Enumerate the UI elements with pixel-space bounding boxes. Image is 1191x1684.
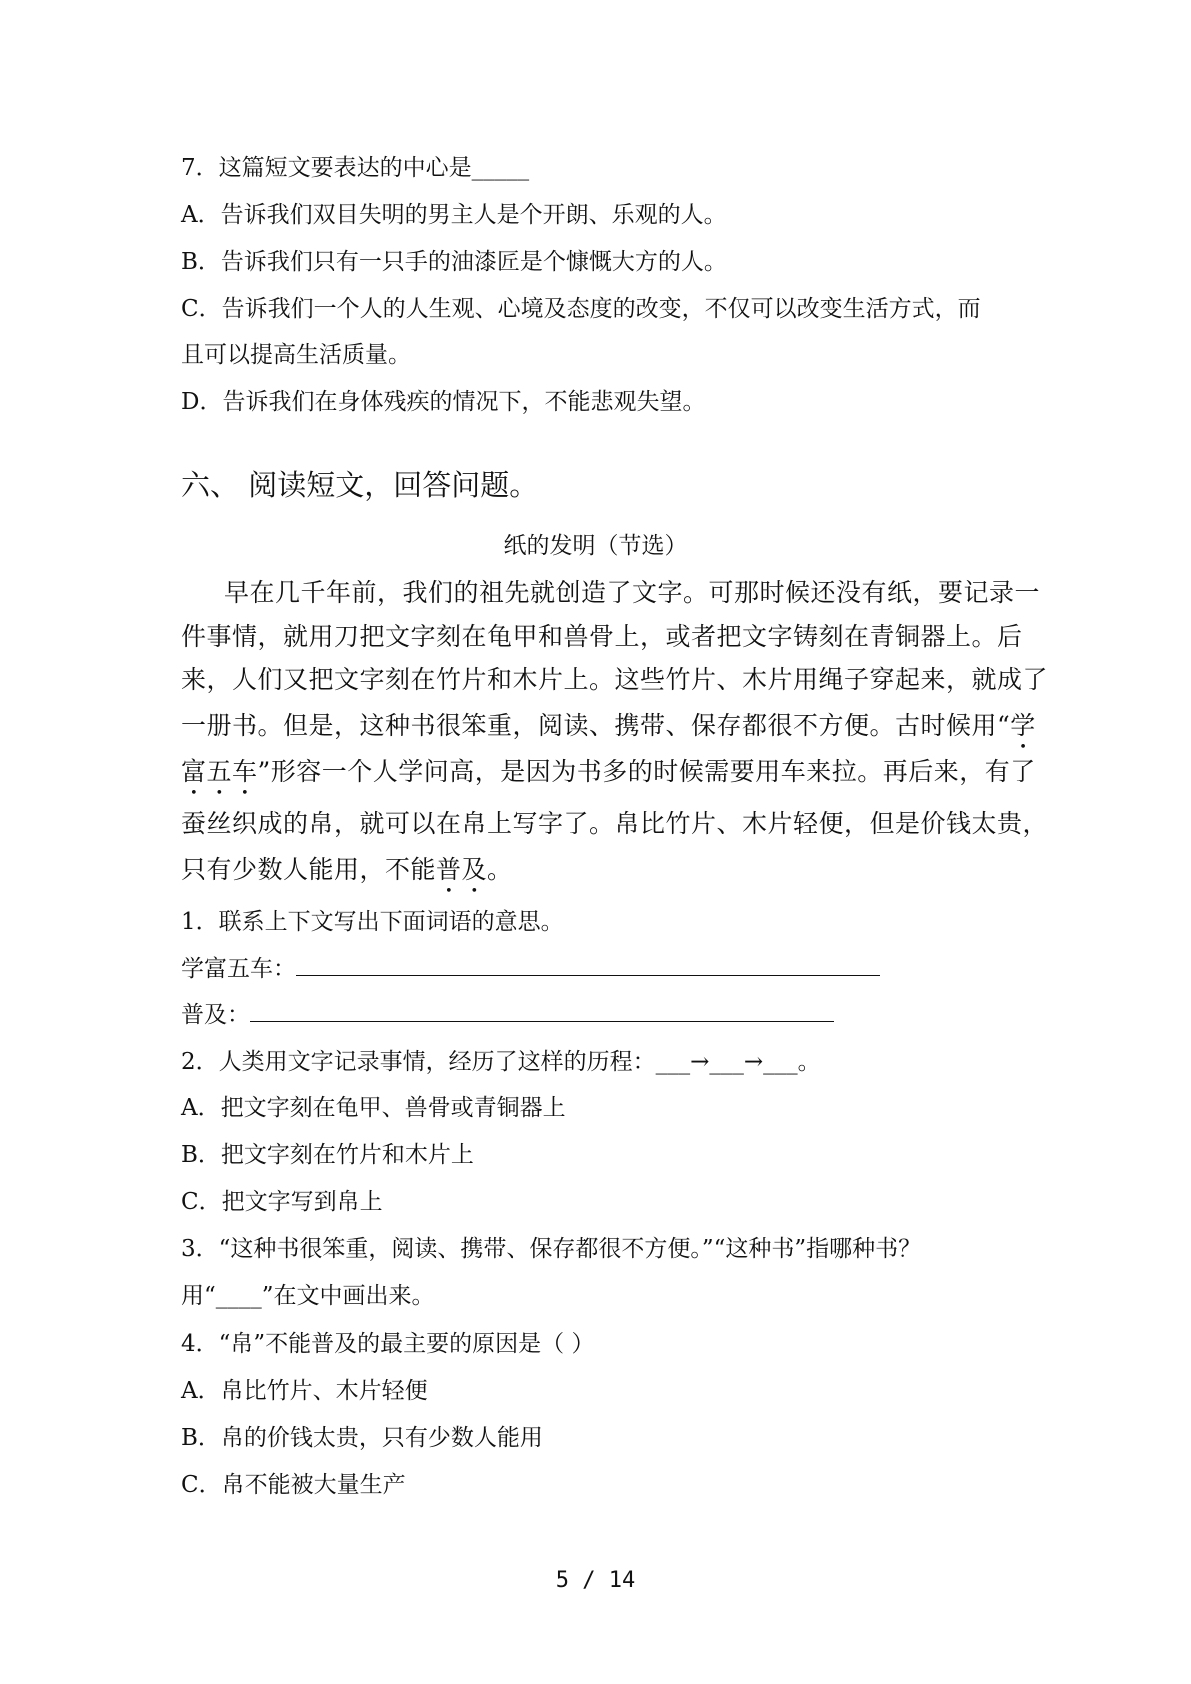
emphasized-term: 富五车 [181,757,258,786]
q4-stem: 4．“帛”不能普及的最主要的原因是（ ） [181,1331,595,1357]
passage-line: 件事情，就用刀把文字刻在龟甲和兽骨上，或者把文字铸刻在青铜器上。后 [181,622,1023,651]
q1-term-a: 学富五车： [181,958,880,981]
q7-option-d: D．告诉我们在身体残疾的情况下，不能悲观失望。 [181,389,706,415]
passage-line: 蚕丝织成的帛，就可以在帛上写字了。帛比竹片、木片轻便，但是价钱太贵， [181,809,1049,838]
passage-line: 早在几千年前，我们的祖先就创造了文字。可那时候还没有纸，要记录一 [224,578,1041,607]
passage-title: 纸的发明（节选） [503,533,688,559]
passage-line: 来，人们又把文字刻在竹片和木片上。这些竹片、木片用绳子穿起来，就成了 [181,665,1049,694]
q1-term-b: 普及： [181,1004,834,1027]
q7-stem: 7．这篇短文要表达的中心是_____ [181,155,530,181]
q4-option-b: B．帛的价钱太贵，只有少数人能用 [181,1425,543,1451]
q7-option-a: A．告诉我们双目失明的男主人是个开朗、乐观的人。 [181,202,727,228]
q2-stem: 2．人类用文字记录事情，经历了这样的历程：___→___→___。 [181,1049,821,1075]
page-number: 5 / 14 [555,1568,636,1593]
answer-line[interactable] [296,974,880,976]
q3-stem: 3．“这种书很笨重，阅读、携带、保存都很不方便。”“这种书”指哪种书？ [181,1236,922,1262]
q3-stem-cont: 用“____”在文中画出来。 [181,1283,435,1309]
q4-option-c: C．帛不能被大量生产 [181,1472,406,1498]
q7-option-c-cont: 且可以提高生活质量。 [181,342,411,368]
q4-option-a: A．帛比竹片、木片轻便 [181,1378,428,1404]
passage-line: 富五车”形容一个人学问高，是因为书多的时候需要用车来拉。再后来，有了 [181,757,1036,786]
passage-line: 一册书。但是，这种书很笨重，阅读、携带、保存都很不方便。古时候用“学 [181,711,1036,740]
q7-option-c: C．告诉我们一个人的人生观、心境及态度的改变，不仅可以改变生活方式，而 [181,296,981,322]
q2-option-b: B．把文字刻在竹片和木片上 [181,1142,474,1168]
q2-option-a: A．把文字刻在龟甲、兽骨或青铜器上 [181,1095,566,1121]
q2-option-c: C．把文字写到帛上 [181,1189,383,1215]
q1-stem: 1．联系上下文写出下面词语的意思。 [181,909,564,935]
q7-option-b: B．告诉我们只有一只手的油漆匠是个慷慨大方的人。 [181,249,727,275]
passage-line: 只有少数人能用，不能普及。 [181,855,513,884]
emphasized-term: 普及 [436,855,488,884]
answer-line[interactable] [250,1020,834,1022]
section-heading: 六、 阅读短文，回答问题。 [181,468,539,502]
emphasized-char: 学 [1010,711,1036,740]
